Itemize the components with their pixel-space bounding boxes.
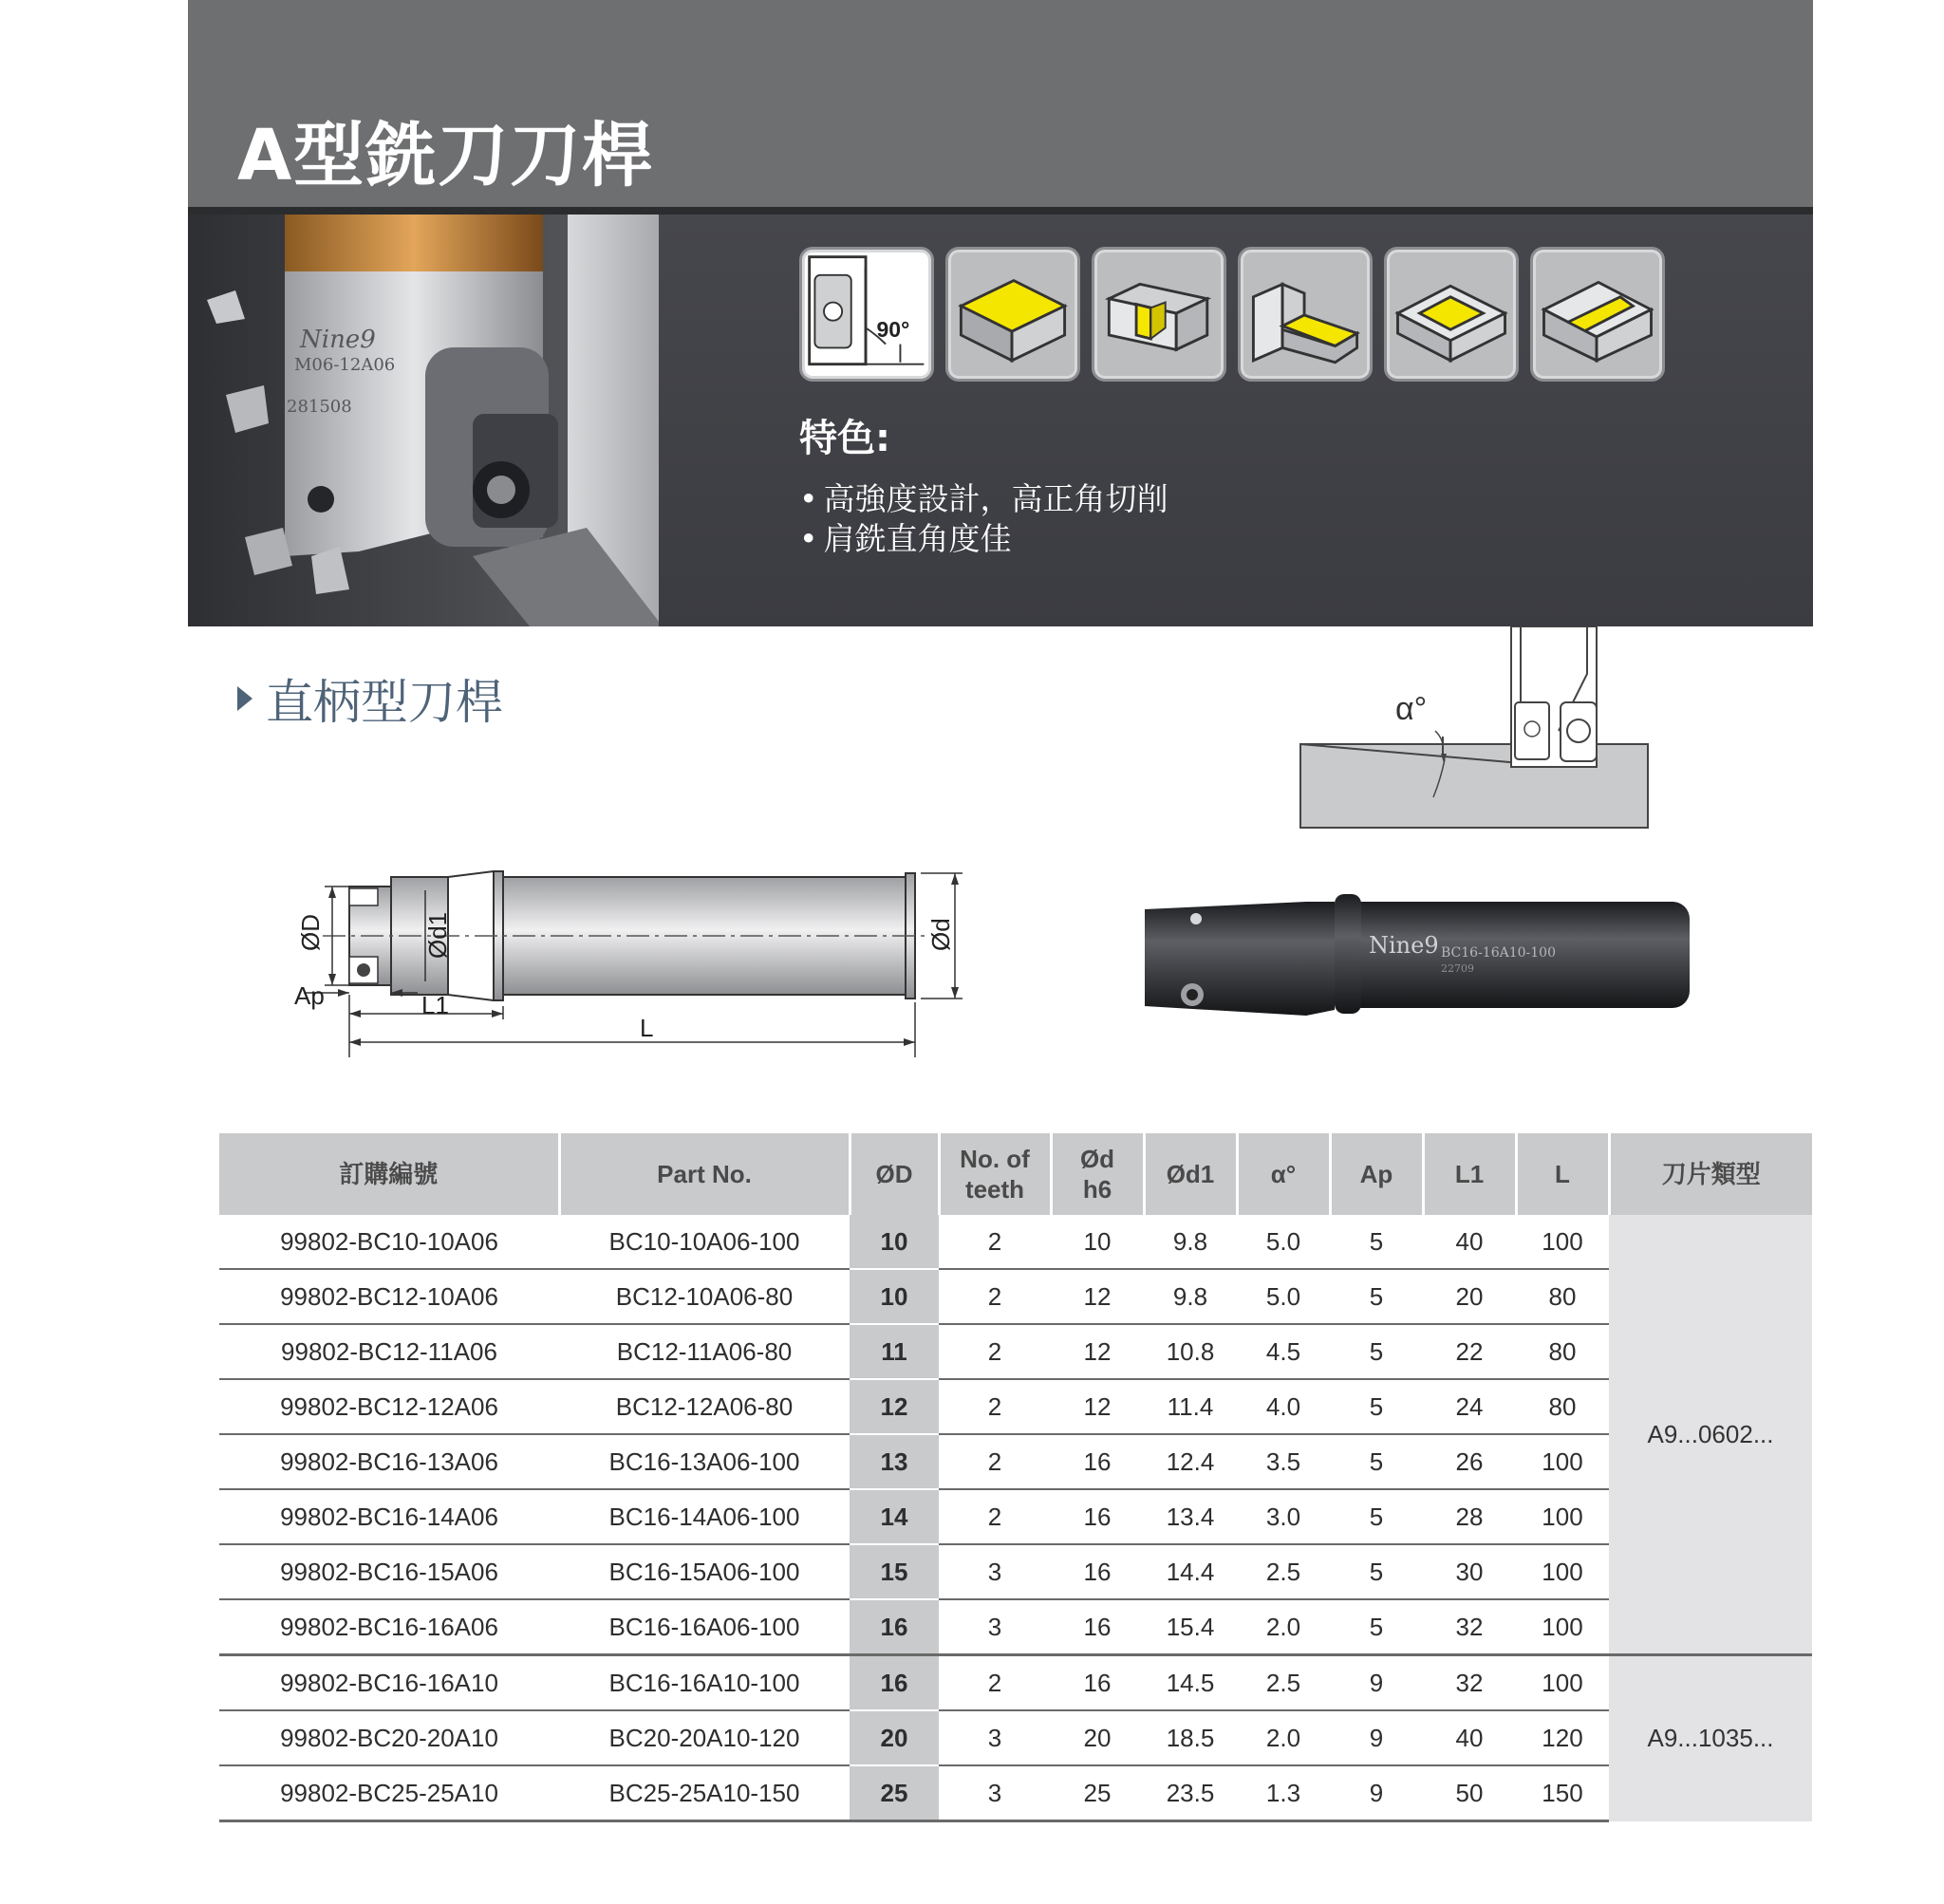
- cell-alpha: 4.0: [1237, 1379, 1330, 1434]
- product-serial: 22709: [1441, 962, 1474, 975]
- cell-d1: 15.4: [1144, 1599, 1237, 1655]
- cell-l1: 40: [1423, 1710, 1516, 1765]
- cell-teeth: 2: [939, 1215, 1051, 1269]
- cell-od: 14: [850, 1489, 939, 1544]
- cell-d: 12: [1051, 1379, 1144, 1434]
- cell-part-no: BC12-10A06-80: [559, 1269, 850, 1324]
- d-label: Ød: [926, 918, 955, 951]
- cell-teeth: 3: [939, 1599, 1051, 1655]
- od-label: ØD: [296, 914, 325, 951]
- cell-alpha: 2.5: [1237, 1544, 1330, 1599]
- cell-d1: 13.4: [1144, 1489, 1237, 1544]
- cell-d1: 9.8: [1144, 1215, 1237, 1269]
- table-row: [219, 1269, 1812, 1324]
- cell-l: 80: [1516, 1379, 1609, 1434]
- product-brand: Nine9: [1369, 932, 1439, 959]
- cell-ap: 5: [1330, 1379, 1423, 1434]
- cell-teeth: 2: [939, 1655, 1051, 1711]
- ramping-icon: [1530, 247, 1665, 382]
- cell-teeth: 3: [939, 1544, 1051, 1599]
- face-milling-icon: [945, 247, 1080, 382]
- cell-od: 20: [850, 1710, 939, 1765]
- table-row: [219, 1765, 1812, 1821]
- cell-l: 100: [1516, 1655, 1609, 1711]
- cell-od: 16: [850, 1655, 939, 1711]
- operation-icon-row: [799, 247, 1665, 382]
- cell-part-no: BC10-10A06-100: [559, 1215, 850, 1269]
- product-part: BC16-16A10-100: [1441, 945, 1556, 961]
- cell-alpha: 5.0: [1237, 1269, 1330, 1324]
- table-header-row: [219, 1133, 1812, 1215]
- cell-d: 16: [1051, 1434, 1144, 1489]
- cell-part-no: BC12-12A06-80: [559, 1379, 850, 1434]
- cell-od: 25: [850, 1765, 939, 1821]
- engraved-model: M06-12A06: [294, 355, 396, 375]
- cell-l1: 50: [1423, 1765, 1516, 1821]
- cell-teeth: 2: [939, 1324, 1051, 1379]
- page-title: A型銑刀刀桿: [237, 115, 655, 196]
- table-row: [219, 1655, 1812, 1711]
- cell-d1: 10.8: [1144, 1324, 1237, 1379]
- cell-ap: 5: [1330, 1434, 1423, 1489]
- cell-l: 100: [1516, 1544, 1609, 1599]
- cell-l: 120: [1516, 1710, 1609, 1765]
- cell-l: 100: [1516, 1215, 1609, 1269]
- cell-order-no: 99802-BC10-10A06: [219, 1215, 559, 1269]
- col-d1: Ød1: [1144, 1133, 1237, 1215]
- cell-d: 16: [1051, 1655, 1144, 1711]
- cell-ap: 5: [1330, 1599, 1423, 1655]
- features-title: 特色:: [799, 417, 890, 460]
- table-row: [219, 1324, 1812, 1379]
- cell-order-no: 99802-BC20-20A10: [219, 1710, 559, 1765]
- rake-angle-diagram: [1293, 626, 1655, 835]
- cell-teeth: 3: [939, 1710, 1051, 1765]
- cell-order-no: 99802-BC12-11A06: [219, 1324, 559, 1379]
- col-part-no: Part No.: [559, 1133, 850, 1215]
- cell-teeth: 2: [939, 1269, 1051, 1324]
- cell-ap: 5: [1330, 1215, 1423, 1269]
- col-alpha: α°: [1237, 1133, 1330, 1215]
- cell-d1: 23.5: [1144, 1765, 1237, 1821]
- col-l1: L1: [1423, 1133, 1516, 1215]
- cell-l: 80: [1516, 1269, 1609, 1324]
- cell-l: 100: [1516, 1599, 1609, 1655]
- cell-teeth: 2: [939, 1379, 1051, 1434]
- cell-teeth: 3: [939, 1765, 1051, 1821]
- cell-order-no: 99802-BC16-15A06: [219, 1544, 559, 1599]
- cell-l1: 32: [1423, 1655, 1516, 1711]
- cell-d1: 14.4: [1144, 1544, 1237, 1599]
- cell-l1: 20: [1423, 1269, 1516, 1324]
- col-d: [1051, 1133, 1144, 1215]
- milling-cutter-photo: [188, 215, 659, 626]
- table-row: [219, 1215, 1812, 1269]
- cell-ap: 9: [1330, 1710, 1423, 1765]
- cell-l: 100: [1516, 1434, 1609, 1489]
- col-teeth: [939, 1133, 1051, 1215]
- product-photo: [1135, 883, 1705, 1025]
- cell-od: 15: [850, 1544, 939, 1599]
- col-insert: 刀片類型: [1609, 1133, 1812, 1215]
- cell-l: 80: [1516, 1324, 1609, 1379]
- title-bar: [188, 0, 1813, 207]
- cell-l: 150: [1516, 1765, 1609, 1821]
- cell-d1: 12.4: [1144, 1434, 1237, 1489]
- feature-item: • 高強度設計，高正角切削: [799, 479, 1168, 519]
- cell-d: 25: [1051, 1765, 1144, 1821]
- cell-d: 12: [1051, 1269, 1144, 1324]
- cell-d: 12: [1051, 1324, 1144, 1379]
- col-od: ØD: [850, 1133, 939, 1215]
- feature-item: • 肩銑直角度佳: [799, 519, 1168, 559]
- col-d-line1: Ød: [1079, 1145, 1115, 1173]
- cell-alpha: 2.5: [1237, 1655, 1330, 1711]
- ap-label: Ap: [294, 981, 325, 1010]
- table-row: [219, 1379, 1812, 1434]
- cell-order-no: 99802-BC12-12A06: [219, 1379, 559, 1434]
- col-teeth-line2: teeth: [964, 1175, 1025, 1204]
- cell-part-no: BC12-11A06-80: [559, 1324, 850, 1379]
- cell-od: 12: [850, 1379, 939, 1434]
- col-ap: Ap: [1330, 1133, 1423, 1215]
- cell-part-no: BC25-25A10-150: [559, 1765, 850, 1821]
- cell-od: 10: [850, 1269, 939, 1324]
- cell-alpha: 5.0: [1237, 1215, 1330, 1269]
- cell-part-no: BC16-13A06-100: [559, 1434, 850, 1489]
- cell-d: 16: [1051, 1599, 1144, 1655]
- cell-l: 100: [1516, 1489, 1609, 1544]
- title-divider: [188, 207, 1813, 215]
- cell-od: 16: [850, 1599, 939, 1655]
- cell-ap: 5: [1330, 1489, 1423, 1544]
- cell-order-no: 99802-BC16-14A06: [219, 1489, 559, 1544]
- alpha-label: α°: [1395, 691, 1428, 727]
- cell-l1: 26: [1423, 1434, 1516, 1489]
- cell-d1: 18.5: [1144, 1710, 1237, 1765]
- cell-teeth: 2: [939, 1489, 1051, 1544]
- pocket-milling-icon: [1384, 247, 1519, 382]
- col-l: L: [1516, 1133, 1609, 1215]
- cell-order-no: 99802-BC16-16A10: [219, 1655, 559, 1711]
- table-row: [219, 1544, 1812, 1599]
- cell-l1: 28: [1423, 1489, 1516, 1544]
- cell-part-no: BC16-16A06-100: [559, 1599, 850, 1655]
- l1-label: L1: [421, 991, 449, 1019]
- od1-label: Ød1: [423, 911, 452, 959]
- cell-alpha: 1.3: [1237, 1765, 1330, 1821]
- table-row: [219, 1710, 1812, 1765]
- table-row: [219, 1489, 1812, 1544]
- col-order-no: 訂購編號: [219, 1133, 559, 1215]
- cell-part-no: BC16-16A10-100: [559, 1655, 850, 1711]
- dimension-drawing: [266, 864, 987, 1063]
- cell-d: 16: [1051, 1544, 1144, 1599]
- cell-part-no: BC20-20A10-120: [559, 1710, 850, 1765]
- cell-d: 20: [1051, 1710, 1144, 1765]
- cell-d1: 11.4: [1144, 1379, 1237, 1434]
- cell-od: 13: [850, 1434, 939, 1489]
- cell-ap: 9: [1330, 1655, 1423, 1711]
- cell-l1: 24: [1423, 1379, 1516, 1434]
- l-label: L: [640, 1014, 654, 1042]
- col-teeth-line1: No. of: [960, 1145, 1030, 1173]
- cell-alpha: 4.5: [1237, 1324, 1330, 1379]
- cell-teeth: 2: [939, 1434, 1051, 1489]
- spec-table: [219, 1133, 1812, 1822]
- slot-milling-icon: [1092, 247, 1226, 382]
- cell-order-no: 99802-BC16-13A06: [219, 1434, 559, 1489]
- cell-ap: 5: [1330, 1269, 1423, 1324]
- cell-l1: 40: [1423, 1215, 1516, 1269]
- cell-l1: 22: [1423, 1324, 1516, 1379]
- cell-d: 10: [1051, 1215, 1144, 1269]
- cell-d: 16: [1051, 1489, 1144, 1544]
- cell-insert-type: A9...1035...: [1609, 1655, 1812, 1821]
- table-row: [219, 1434, 1812, 1489]
- cell-d1: 14.5: [1144, 1655, 1237, 1711]
- section-title: 直柄型刀桿: [266, 675, 503, 730]
- engraved-brand: Nine9: [300, 326, 376, 354]
- cell-order-no: 99802-BC16-16A06: [219, 1599, 559, 1655]
- cell-ap: 5: [1330, 1544, 1423, 1599]
- cell-od: 11: [850, 1324, 939, 1379]
- section-heading: [237, 664, 503, 733]
- col-d-line2: h6: [1082, 1175, 1112, 1204]
- cell-od: 10: [850, 1215, 939, 1269]
- cell-alpha: 3.0: [1237, 1489, 1330, 1544]
- cell-part-no: BC16-14A06-100: [559, 1489, 850, 1544]
- engraved-serial: 281508: [287, 397, 352, 417]
- angle-label: 90°: [876, 316, 910, 342]
- features-block: [799, 408, 1168, 559]
- table-row: [219, 1599, 1812, 1655]
- cell-alpha: 2.0: [1237, 1710, 1330, 1765]
- table-body: [219, 1215, 1812, 1821]
- cell-l1: 30: [1423, 1544, 1516, 1599]
- step-milling-icon: [1238, 247, 1373, 382]
- cell-insert-type: A9...0602...: [1609, 1215, 1812, 1655]
- cell-ap: 5: [1330, 1324, 1423, 1379]
- triangle-bullet-icon: [237, 686, 252, 711]
- cell-order-no: 99802-BC12-10A06: [219, 1269, 559, 1324]
- shoulder-90-icon: [799, 247, 934, 382]
- cell-d1: 9.8: [1144, 1269, 1237, 1324]
- cell-order-no: 99802-BC25-25A10: [219, 1765, 559, 1821]
- cell-alpha: 3.5: [1237, 1434, 1330, 1489]
- cell-alpha: 2.0: [1237, 1599, 1330, 1655]
- cell-part-no: BC16-15A06-100: [559, 1544, 850, 1599]
- cell-l1: 32: [1423, 1599, 1516, 1655]
- cell-ap: 9: [1330, 1765, 1423, 1821]
